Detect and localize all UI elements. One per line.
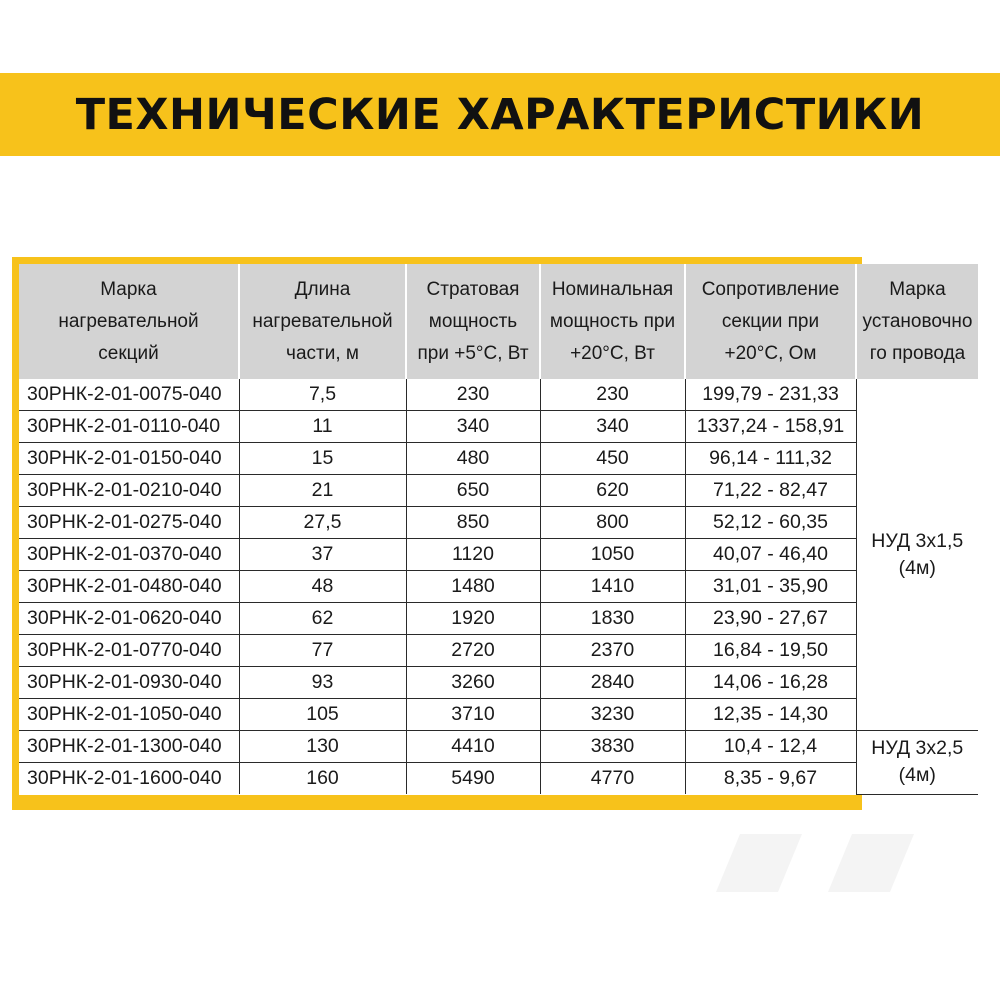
table-row [19,539,978,571]
table-cell: 3830 [540,731,685,763]
table-cell: 3230 [540,699,685,731]
table-cell: 450 [540,443,685,475]
text-line: Марка [100,278,157,300]
text-line: Стратовая [426,278,520,300]
table-cell: 27,5 [239,507,406,539]
section-code-cell: 30РНК-2-01-0075-040 [19,379,239,411]
table-cell: 800 [540,507,685,539]
text-line: (4м) [898,764,936,787]
section-code-cell: 30РНК-2-01-0770-040 [19,635,239,667]
table-cell: 1050 [540,539,685,571]
table-cell: 77 [239,635,406,667]
table-row [19,379,978,411]
section-code-cell: 30РНК-2-01-0620-040 [19,603,239,635]
text-line: мощность при [549,310,676,332]
table-cell: 3710 [406,699,540,731]
table-cell: 1480 [406,571,540,603]
stripe-right [828,834,914,892]
text-line: +20°С, Ом [724,342,817,364]
text-line: НУД 3х1,5 [871,529,964,552]
text-line: секций [98,342,159,364]
table-cell: 650 [406,475,540,507]
table-cell: 31,01 - 35,90 [685,571,856,603]
table-cell: 1337,24 - 158,91 [685,411,856,443]
table-cell: 1410 [540,571,685,603]
text-line: нагревательной [252,310,393,332]
text-line: при +5°С, Вт [417,342,529,364]
table-cell: 850 [406,507,540,539]
table-cell: 96,14 - 111,32 [685,443,856,475]
text-line: Номинальная [551,278,674,300]
table-row [19,763,978,795]
text-line: установочно [862,310,973,332]
table-cell: 7,5 [239,379,406,411]
table-cell: 23,90 - 27,67 [685,603,856,635]
table-cell: 52,12 - 60,35 [685,507,856,539]
specifications-table [19,264,978,795]
table-header-row [19,264,978,379]
table-cell: 14,06 - 16,28 [685,667,856,699]
table-cell: 4770 [540,763,685,795]
text-line: Сопротивление [701,278,840,300]
table-row [19,443,978,475]
text-line: секции при [721,310,820,332]
text-line: НУД 3х2,5 [871,737,964,760]
text-line: +20°С, Вт [570,342,655,364]
title-banner [0,73,1000,156]
text-line: нагревательной [58,310,199,332]
table-cell: 48 [239,571,406,603]
section-code-cell: 30РНК-2-01-0930-040 [19,667,239,699]
section-code-cell: 30РНК-2-01-1300-040 [19,731,239,763]
table-row [19,507,978,539]
table-cell: 130 [239,731,406,763]
column-header [406,264,540,379]
table-cell: 160 [239,763,406,795]
table-row [19,571,978,603]
table-cell: 340 [406,411,540,443]
section-code-cell: 30РНК-2-01-1600-040 [19,763,239,795]
text-line: части, м [286,342,359,364]
table-cell: 8,35 - 9,67 [685,763,856,795]
table-cell: 1120 [406,539,540,571]
table-cell: 21 [239,475,406,507]
table-row [19,411,978,443]
column-header [239,264,406,379]
section-code-cell: 30РНК-2-01-1050-040 [19,699,239,731]
text-line: го провода [869,342,966,364]
section-code-cell: 30РНК-2-01-0480-040 [19,571,239,603]
table-cell: 199,79 - 231,33 [685,379,856,411]
section-code-cell: 30РНК-2-01-0150-040 [19,443,239,475]
table-cell: 93 [239,667,406,699]
table-row [19,667,978,699]
table-cell: 11 [239,411,406,443]
stripe-left [716,834,802,892]
table-cell: 16,84 - 19,50 [685,635,856,667]
table-cell: 230 [406,379,540,411]
table-cell: 12,35 - 14,30 [685,699,856,731]
decorative-stripes [716,834,916,894]
table-cell: 5490 [406,763,540,795]
section-code-cell: 30РНК-2-01-0370-040 [19,539,239,571]
column-header [856,264,978,379]
wire-brand-cell [856,379,978,731]
table-row [19,475,978,507]
table-cell: 10,4 - 12,4 [685,731,856,763]
section-code-cell: 30РНК-2-01-0110-040 [19,411,239,443]
text-line: Марка [889,278,946,300]
table-cell: 2720 [406,635,540,667]
table-cell: 71,22 - 82,47 [685,475,856,507]
table-cell: 620 [540,475,685,507]
page-title: ТЕХНИЧЕСКИЕ ХАРАКТЕРИСТИКИ [75,89,925,140]
section-code-cell: 30РНК-2-01-0210-040 [19,475,239,507]
table-body [19,379,978,794]
table-cell: 480 [406,443,540,475]
table-cell: 340 [540,411,685,443]
wire-brand-cell [856,731,978,795]
table-cell: 15 [239,443,406,475]
table-row [19,731,978,763]
table-row [19,635,978,667]
column-header [685,264,856,379]
table-cell: 3260 [406,667,540,699]
table-row [19,603,978,635]
text-line: Длина [294,278,351,300]
table-cell: 62 [239,603,406,635]
column-header [19,264,239,379]
column-header [540,264,685,379]
table-cell: 105 [239,699,406,731]
table-cell: 230 [540,379,685,411]
table-cell: 2840 [540,667,685,699]
section-code-cell: 30РНК-2-01-0275-040 [19,507,239,539]
table-cell: 1830 [540,603,685,635]
table-cell: 40,07 - 46,40 [685,539,856,571]
table-cell: 37 [239,539,406,571]
table-cell: 1920 [406,603,540,635]
table-cell: 4410 [406,731,540,763]
text-line: (4м) [898,556,936,579]
table-cell: 2370 [540,635,685,667]
table-row [19,699,978,731]
text-line: мощность [428,310,518,332]
